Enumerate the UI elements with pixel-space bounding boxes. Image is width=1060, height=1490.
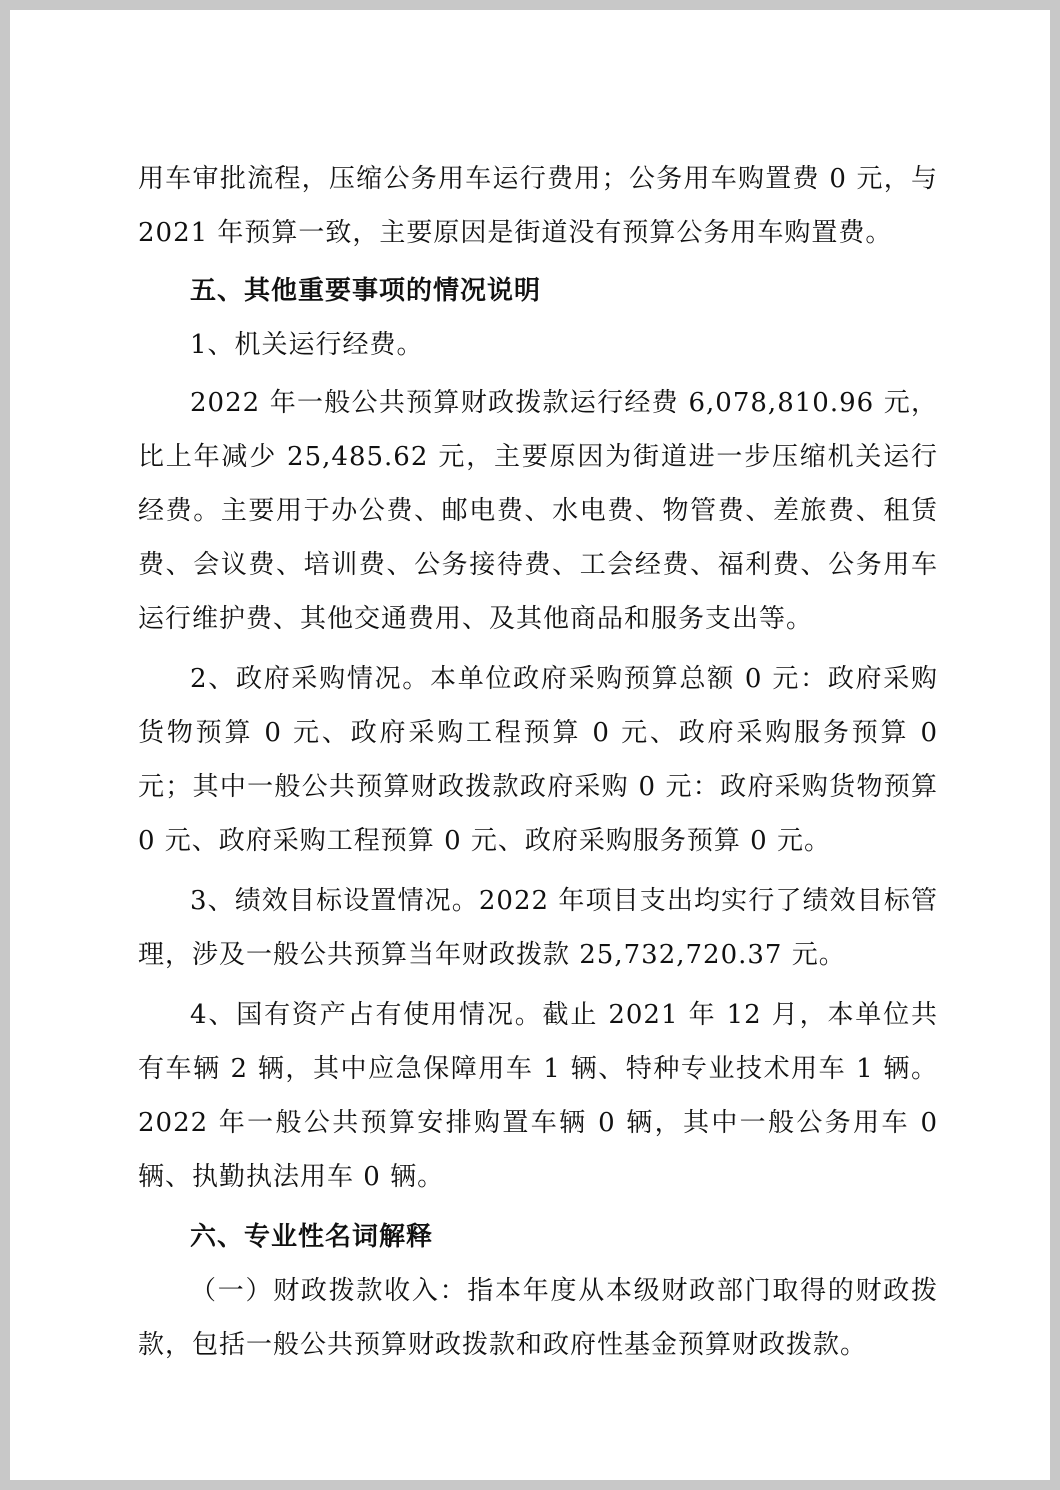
document-body — [138, 152, 938, 1372]
paragraph-operating-expenses: 2022 年一般公共预算财政拨款运行经费 6,078,810.96 元，比上年减少 25,485.62 元，主要原因为街道进一步压缩机关运行经费。主要用于办公费、邮电费、水电费、物管费、差旅费、租赁费、会议费、培训费、公务接待费、工会经费、福利费、公务用车运行维护费、其他交通费用、及其他商品和服务支出等。 — [138, 388, 938, 634]
document-page — [10, 10, 1050, 1480]
paragraph-government-procurement: 2、政府采购情况。本单位政府采购预算总额 0 元：政府采购货物预算 0 元、政府采购工程预算 0 元、政府采购服务预算 0 元；其中一般公共预算财政拨款政府采购 0 元：政府采购货物预算 0 元、政府采购工程预算 0 元、政府采购服务预算 0 元。 — [138, 664, 938, 856]
paragraph-fiscal-appropriation-income: （一）财政拨款收入：指本年度从本级财政部门取得的财政拨款，包括一般公共预算财政拨款和政府性基金预算财政拨款。 — [138, 1276, 938, 1360]
section-heading-other-matters: 五、其他重要事项的情况说明 — [190, 276, 542, 306]
section-heading-terminology: 六、专业性名词解释 — [190, 1222, 434, 1252]
paragraph-performance-targets: 3、绩效目标设置情况。2022 年项目支出均实行了绩效目标管理，涉及一般公共预算当年财政拨款 25,732,720.37 元。 — [138, 886, 938, 970]
subheading-operating-expenses: 1、机关运行经费。 — [190, 330, 424, 360]
paragraph-vehicle-purchase: 用车审批流程，压缩公务用车运行费用；公务用车购置费 0 元，与 2021 年预算一致，主要原因是街道没有预算公务用车购置费。 — [138, 164, 938, 248]
paragraph-state-assets: 4、国有资产占有使用情况。截止 2021 年 12 月，本单位共有车辆 2 辆，其中应急保障用车 1 辆、特种专业技术用车 1 辆。2022 年一般公共预算安排购置车辆 0 辆，其中一般公务用车 0 辆、执勤执法用车 0 辆。 — [138, 1000, 938, 1192]
